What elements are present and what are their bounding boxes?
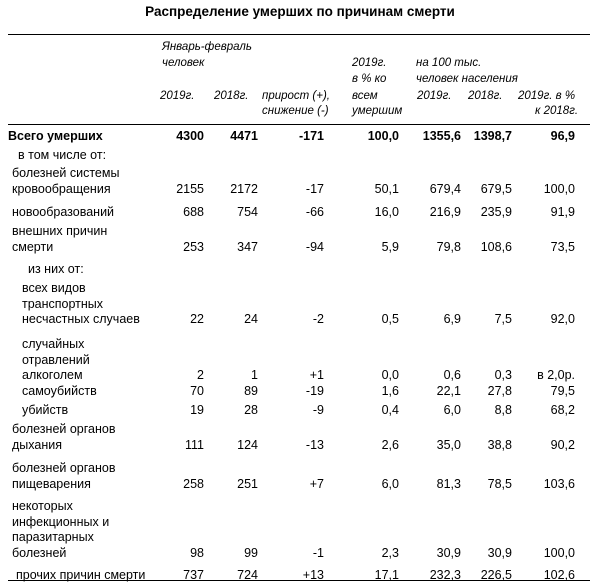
row-label-of-which: из них от: <box>28 262 84 276</box>
row-label-transport-line2: транспортных <box>22 296 104 311</box>
cell-other-ratio: 102,6 <box>543 568 575 582</box>
cell-circulatory-ratio: 100,0 <box>543 181 575 196</box>
cell-infectious-persons-2018: 99 <box>244 545 258 560</box>
cell-homicides-change: -9 <box>312 403 324 417</box>
cell-external-share: 5,9 <box>381 239 399 254</box>
row-label-alcohol-line1: случайных <box>22 337 85 351</box>
row-label-respiratory-line1: болезней органов <box>12 422 116 436</box>
year-2018-header: 2018г. <box>214 90 249 102</box>
cell-transport-persons-2018: 24 <box>244 312 258 326</box>
row-label-infectious-line1: некоторых <box>12 499 73 513</box>
cell-circulatory-rate-2019: 679,4 <box>429 181 461 196</box>
cell-alcohol-change: +1 <box>309 368 324 382</box>
row-label-other: прочих причин смерти <box>16 568 146 582</box>
cell-other-persons-2018: 724 <box>237 568 258 582</box>
per100k-header-line2: человек населения <box>416 73 518 85</box>
cell-transport-rate-2019: 6,9 <box>443 312 461 326</box>
cell-homicides-persons-2019: 19 <box>190 403 204 417</box>
row-label-infectious-line2: инфекционных и <box>12 514 110 529</box>
row-label-total: Всего умерших <box>8 129 103 143</box>
share-header-line2: в % ко <box>352 73 387 85</box>
cell-alcohol-persons-2018: 1 <box>251 368 258 382</box>
row-label-homicides: убийств <box>22 403 69 417</box>
cell-alcohol-share: 0,0 <box>381 368 399 382</box>
cell-neoplasms-rate-2019: 216,9 <box>429 205 461 219</box>
cell-external-rate-2018: 108,6 <box>480 239 512 254</box>
cell-other-rate-2018: 226,5 <box>480 568 512 582</box>
cell-digestive-persons-2018: 251 <box>237 476 258 491</box>
cell-homicides-persons-2018: 28 <box>244 403 258 417</box>
row-label-alcohol-line3: алкоголем <box>22 368 83 382</box>
cell-other-share: 17,1 <box>374 568 399 582</box>
cell-external-rate-2019: 79,8 <box>436 239 461 254</box>
cell-suicides-rate-2019: 22,1 <box>436 384 461 398</box>
cell-circulatory-change: -17 <box>305 181 324 196</box>
cell-infectious-rate-2019: 30,9 <box>436 545 461 560</box>
cell-external-ratio: 73,5 <box>550 239 575 254</box>
cell-circulatory-share: 50,1 <box>374 181 399 196</box>
cell-homicides-share: 0,4 <box>381 403 399 417</box>
share-header-line3: всем <box>352 90 378 102</box>
cell-infectious-persons-2019: 98 <box>190 545 204 560</box>
cell-respiratory-persons-2018: 124 <box>237 437 258 452</box>
cell-homicides-rate-2019: 6,0 <box>443 403 461 417</box>
cell-respiratory-rate-2018: 38,8 <box>487 437 512 452</box>
cell-external-persons-2018: 347 <box>237 239 258 254</box>
cell-transport-ratio: 92,0 <box>550 312 575 326</box>
cell-homicides-rate-2018: 8,8 <box>494 403 512 417</box>
row-label-transport-line1: всех видов <box>22 281 86 295</box>
persons-header: человек <box>162 57 205 69</box>
cell-total-rate-2019: 1355,6 <box>422 129 461 143</box>
cell-respiratory-persons-2019: 111 <box>184 437 204 452</box>
cell-digestive-share: 6,0 <box>381 476 399 491</box>
row-label-external-line1: внешних причин <box>12 224 108 238</box>
row-label-respiratory-line2: дыхания <box>12 437 62 452</box>
ratio-header-line1: 2019г. в % <box>518 90 576 102</box>
cell-respiratory-change: -13 <box>305 437 324 452</box>
cell-infectious-rate-2018: 30,9 <box>487 545 512 560</box>
cell-other-rate-2019: 232,3 <box>429 568 461 582</box>
cell-alcohol-persons-2019: 2 <box>197 368 204 382</box>
cell-infectious-ratio: 100,0 <box>543 545 575 560</box>
change-header-line2: снижение (-) <box>262 105 329 117</box>
cell-neoplasms-change: -66 <box>305 205 324 219</box>
cell-neoplasms-share: 16,0 <box>374 205 399 219</box>
cell-other-change: +13 <box>302 568 324 582</box>
row-label-digestive-line2: пищеварения <box>12 476 91 491</box>
cell-digestive-ratio: 103,6 <box>543 476 575 491</box>
cell-external-persons-2019: 253 <box>183 239 204 254</box>
period-header: Январь-февраль <box>162 41 252 53</box>
cell-circulatory-rate-2018: 679,5 <box>480 181 512 196</box>
cell-suicides-persons-2019: 70 <box>190 384 204 398</box>
cell-suicides-change: -19 <box>305 384 324 398</box>
row-label-infectious-line3: паразитарных <box>12 530 94 544</box>
cell-alcohol-rate-2019: 0,6 <box>443 368 461 382</box>
cell-total-change: -171 <box>298 129 324 143</box>
cell-transport-share: 0,5 <box>381 312 399 326</box>
cell-transport-change: -2 <box>312 312 324 326</box>
rate-2019-header: 2019г. <box>417 90 452 102</box>
row-label-neoplasms: новообразований <box>12 205 115 219</box>
cell-circulatory-persons-2018: 2172 <box>230 181 258 196</box>
cell-total-persons-2019: 4300 <box>176 129 204 143</box>
row-label-external-line2: смерти <box>12 239 54 254</box>
row-label-circulatory-line2: кровообращения <box>12 181 111 196</box>
share-header-line4: умершим <box>352 105 403 117</box>
share-header-line1: 2019г. <box>352 57 387 69</box>
cell-circulatory-persons-2019: 2155 <box>176 181 204 196</box>
cell-suicides-persons-2018: 89 <box>244 384 258 398</box>
row-label-alcohol-line2: отравлений <box>22 352 90 367</box>
cell-neoplasms-persons-2018: 754 <box>237 205 258 219</box>
cell-respiratory-share: 2,6 <box>381 437 399 452</box>
row-label-suicides: самоубийств <box>22 384 97 398</box>
cell-alcohol-ratio: в 2,0р. <box>537 368 575 382</box>
cell-total-share: 100,0 <box>367 129 399 143</box>
row-label-circulatory-line1: болезней системы <box>12 166 120 180</box>
cell-total-ratio: 96,9 <box>550 129 575 143</box>
cell-digestive-change: +7 <box>309 476 324 491</box>
cell-external-change: -94 <box>305 239 324 254</box>
ratio-header-line2: к 2018г. <box>535 105 579 117</box>
header-divider <box>8 124 590 125</box>
cell-homicides-ratio: 68,2 <box>550 403 575 417</box>
cell-transport-persons-2019: 22 <box>190 312 204 326</box>
cell-respiratory-ratio: 90,2 <box>550 437 575 452</box>
year-2019-header: 2019г. <box>160 90 195 102</box>
cell-infectious-share: 2,3 <box>381 545 399 560</box>
cell-digestive-rate-2018: 78,5 <box>487 476 512 491</box>
cell-suicides-rate-2018: 27,8 <box>487 384 512 398</box>
cell-neoplasms-ratio: 91,9 <box>550 205 575 219</box>
cell-respiratory-rate-2019: 35,0 <box>436 437 461 452</box>
row-label-digestive-line1: болезней органов <box>12 461 116 475</box>
row-label-including: в том числе от: <box>18 148 107 162</box>
per100k-header-line1: на 100 тыс. <box>416 57 482 69</box>
rate-2018-header: 2018г. <box>468 90 503 102</box>
cell-transport-rate-2018: 7,5 <box>494 312 512 326</box>
table-title: Распределение умерших по причинам смерти <box>145 4 455 19</box>
cell-suicides-share: 1,6 <box>381 384 399 398</box>
cell-total-rate-2018: 1398,7 <box>473 129 512 143</box>
row-label-infectious-line4: болезней <box>12 545 67 560</box>
cell-digestive-rate-2019: 81,3 <box>436 476 461 491</box>
cell-digestive-persons-2019: 258 <box>183 476 204 491</box>
cell-suicides-ratio: 79,5 <box>550 384 575 398</box>
cell-neoplasms-rate-2018: 235,9 <box>480 205 512 219</box>
change-header-line1: прирост (+), <box>262 90 331 102</box>
cell-total-persons-2018: 4471 <box>230 129 258 143</box>
row-label-transport-line3: несчастных случаев <box>22 312 140 326</box>
cell-other-persons-2019: 737 <box>183 568 204 582</box>
cell-neoplasms-persons-2019: 688 <box>183 205 204 219</box>
top-rule <box>8 34 590 35</box>
cell-infectious-change: -1 <box>312 545 324 560</box>
cell-alcohol-rate-2018: 0,3 <box>494 368 512 382</box>
